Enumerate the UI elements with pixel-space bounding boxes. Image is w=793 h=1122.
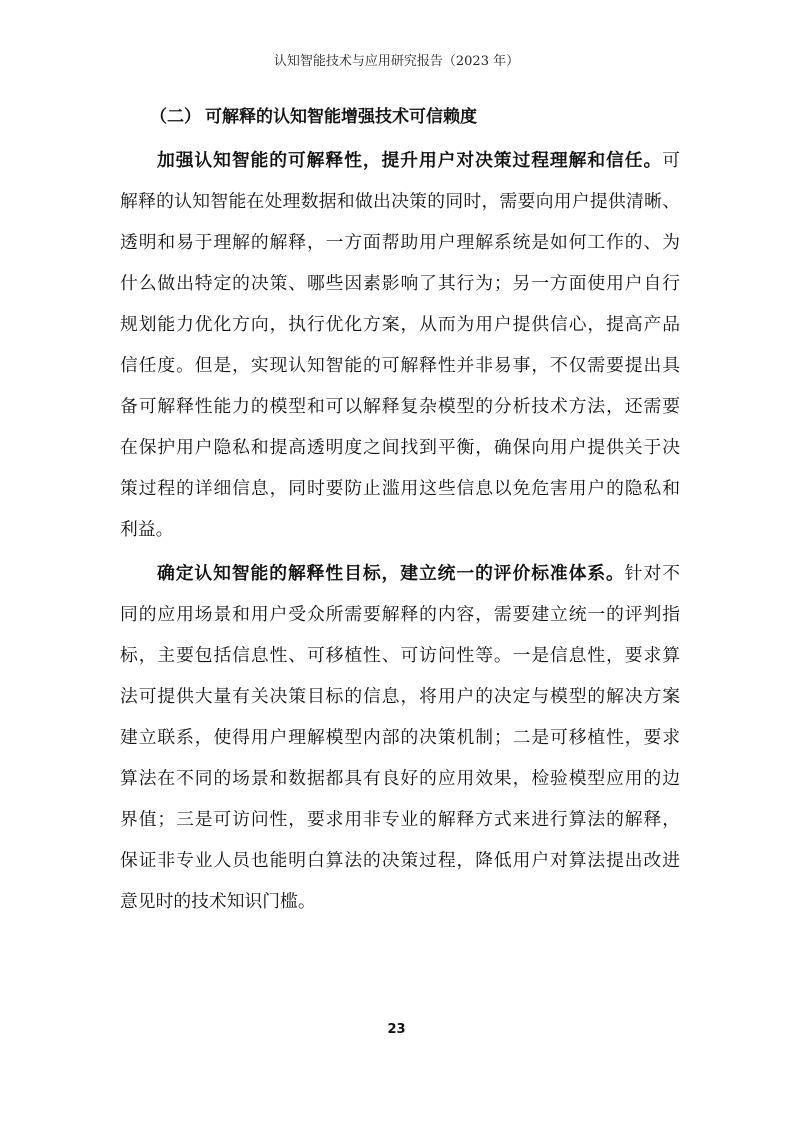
paragraph-line: 在保护用户隐私和提高透明度之间找到平衡，确保向用户提供关于决	[120, 437, 680, 458]
paragraph-line: 建立联系，使得用户理解模型内部的决策机制；二是可移植性，要求	[120, 727, 680, 748]
paragraph-line: 同的应用场景和用户受众所需要解释的内容，需要建立统一的评判指	[120, 604, 680, 625]
paragraph-line: 算法在不同的场景和数据都具有良好的应用效果，检验模型应用的边	[120, 768, 680, 789]
paragraph-line: 什么做出特定的决策、哪些因素影响了其行为；另一方面使用户自行	[120, 273, 680, 294]
paragraph-line	[120, 140, 680, 181]
paragraph-line: 标，主要包括信息性、可移植性、可访问性等。一是信息性，要求算	[120, 645, 680, 666]
paragraph-line: 备可解释性能力的模型和可以解释复杂模型的分析技术方法，还需要	[120, 396, 680, 417]
section-number: （二）	[150, 107, 201, 127]
paragraph-explainability	[120, 140, 680, 550]
section-title: 可解释的认知智能增强技术可信赖度	[205, 107, 477, 127]
paragraph-line-rest: 针对不	[624, 563, 680, 584]
paragraph-line: 利益。	[120, 519, 174, 540]
paragraph-line: 规划能力优化方向，执行优化方案，从而为用户提供信心，提高产品	[120, 314, 680, 335]
running-header: 认知智能技术与应用研究报告（2023 年）	[273, 54, 520, 69]
paragraph-line: 策过程的详细信息，同时要防止滥用这些信息以免危害用户的隐私和	[120, 478, 680, 499]
paragraph-line	[120, 553, 680, 594]
paragraph-lead: 加强认知智能的可解释性，提升用户对决策过程理解和信任。	[157, 150, 663, 171]
paragraph-line: 透明和易于理解的解释，一方面帮助用户理解系统是如何工作的、为	[120, 232, 680, 253]
body-text	[120, 140, 680, 922]
paragraph-line: 意见时的技术知识门槛。	[120, 891, 316, 912]
paragraph-line: 解释的认知智能在处理数据和做出决策的同时，需要向用户提供清晰、	[120, 191, 680, 212]
paragraph-lead: 确定认知智能的解释性目标，建立统一的评价标准体系。	[157, 563, 625, 584]
section-heading	[150, 105, 477, 129]
page-number: 23	[387, 1022, 406, 1037]
paragraph-line: 法可提供大量有关决策目标的信息，将用户的决定与模型的解决方案	[120, 686, 680, 707]
paragraph-line: 信任度。但是，实现认知智能的可解释性并非易事，不仅需要提出具	[120, 355, 680, 376]
paragraph-line: 保证非专业人员也能明白算法的决策过程，降低用户对算法提出改进	[120, 850, 680, 871]
paragraph-evaluation-standards	[120, 553, 680, 922]
paragraph-line: 界值；三是可访问性，要求用非专业的解释方式来进行算法的解释，	[120, 809, 680, 830]
paragraph-line-rest: 可	[662, 150, 680, 171]
